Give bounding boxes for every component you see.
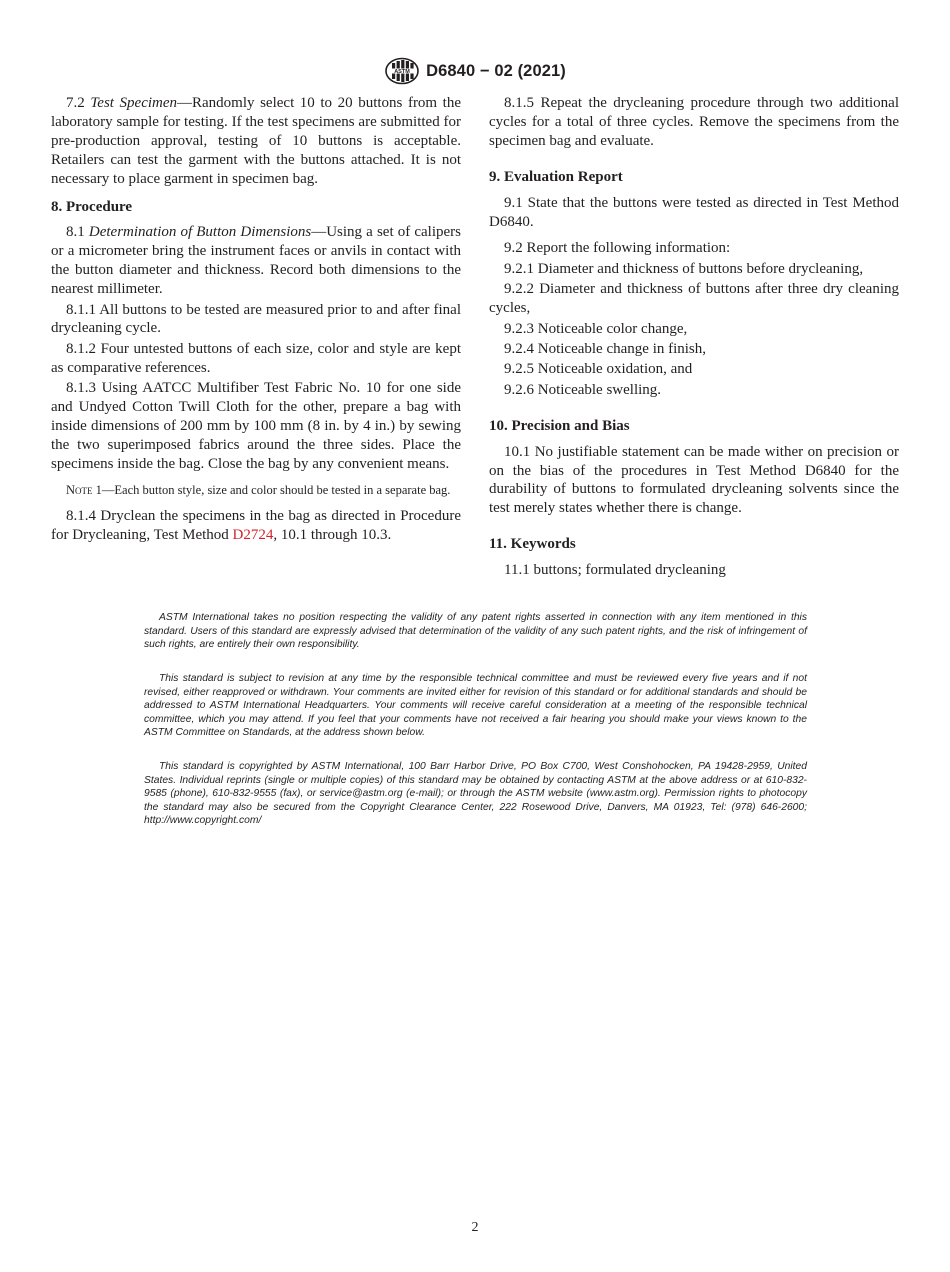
paragraph-8-1-2: 8.1.2 Four untested buttons of each size, color and style are kept as comparative references. <box>51 340 461 376</box>
paragraph-8-1-4: 8.1.4 Dryclean the specimens in the bag as directed in Procedure for Drycleaning, Test Method D2724, 10.1 through 10.3. <box>51 507 461 543</box>
paragraph-11-1: 11.1 buttons; formulated drycleaning <box>504 562 726 579</box>
left-column <box>51 94 461 545</box>
section-title: Determination of Button Dimensions <box>88 224 312 241</box>
paragraph-9-2-5: 9.2.5 Noticeable oxidation, and <box>504 361 693 378</box>
paragraph-7-2: 7.2 Test Specimen—Randomly select 10 to 20 buttons from the laboratory sample for testing. If the test specimens are submitted for pre-production approval, testing of 10 buttons is acceptable. Retailers can test the garment with the buttons attached. It is not necessary to place garment in specimen bag. <box>51 95 462 187</box>
right-column <box>489 94 899 580</box>
astm-logo-icon <box>384 57 420 85</box>
paragraph-9-2-2: 9.2.2 Diameter and thickness of buttons after three dry cleaning cycles, <box>489 281 899 317</box>
section-title: Test Specimen <box>90 95 178 111</box>
page-header <box>0 56 950 86</box>
paragraph-9-2: 9.2 Report the following information: <box>504 240 731 257</box>
section-heading-keywords: 11. Keywords <box>489 536 576 553</box>
section-heading-evaluation-report: 9. Evaluation Report <box>489 168 623 185</box>
paragraph-9-1: 9.1 State that the buttons were tested as directed in Test Method D6840. <box>489 194 899 230</box>
paragraph-8-1-3: 8.1.3 Using AATCC Multifiber Test Fabric No. 10 for one side and Undyed Cotton Twill Cloth for the other, prepare a bag with inside dimensions of 200 mm by 100 mm (8 in. by 4 in.) by sewing the two superimposed fabrics around the three sides. Place the specimens inside the bag. Close the bag by any convenient means. <box>51 380 461 472</box>
section-heading-precision-bias: 10. Precision and Bias <box>489 417 630 434</box>
paragraph-8-1: 8.1 Determination of Button Dimensions—Using a set of calipers or a micrometer bring the instrument faces or anvils in contact with the button diameter and thickness. Record both dimensions to the nearest millimeter. <box>51 224 461 298</box>
paragraph-8-1-5: 8.1.5 Repeat the drycleaning procedure through two additional cycles for a total of three cycles. Remove the specimens from the specimen bag and evaluate. <box>489 95 899 149</box>
section-heading-procedure: 8. Procedure <box>51 198 133 215</box>
standard-designation: D6840 − 02 (2021) <box>426 61 566 80</box>
paragraph-8-1-1: 8.1.1 All buttons to be tested are measured prior to and after final drycleaning cycle. <box>51 301 461 337</box>
paragraph-9-2-1: 9.2.1 Diameter and thickness of buttons before drycleaning, <box>504 260 864 277</box>
footnote-patent: ASTM International takes no position respecting the validity of any patent rights asserted in connection with any item mentioned in this standard. Users of this standard are expressly advised that determination of the validity of any such patent rights, and the risk of infringement of such rights, are entirely their own responsibility. <box>144 612 807 651</box>
d2724-link[interactable]: D2724 <box>232 526 274 543</box>
paragraph-10-1: 10.1 No justifiable statement can be made wither on precision or on the bias of the procedures in Test Method D6840 for the durability of buttons to formulated drycleaning solvents since the test merely states whether there is change. <box>489 443 899 517</box>
paragraph-9-2-4: 9.2.4 Noticeable change in finish, <box>504 340 707 357</box>
svg-text:ASTM: ASTM <box>394 69 410 75</box>
note-1: Note 1—Each button style, size and color should be tested in a separate bag. <box>66 482 451 497</box>
page-number: 2 <box>471 1220 479 1235</box>
footnote-revision: This standard is subject to revision at any time by the responsible technical committee and must be reviewed every five years and if not revised, either reapproved or withdrawn. Your comments are invited either for revision of this standard or for additional standards and should be addressed to ASTM International Headquarters. Your comments will receive careful consideration at a meeting of the responsible technical committee, which you may attend. If you feel that your comments have not received a fair hearing you should make your views known to the ASTM Committee on Standards, at the address shown below. <box>144 673 807 739</box>
paragraph-9-2-6: 9.2.6 Noticeable swelling. <box>504 381 662 398</box>
paragraph-9-2-3: 9.2.3 Noticeable color change, <box>504 320 688 337</box>
note-label: Note 1 <box>66 482 102 497</box>
footnote-copyright: This standard is copyrighted by ASTM International, 100 Barr Harbor Drive, PO Box C700, West Conshohocken, PA 19428-2959, United States. Individual reprints (single or multiple copies) of this standard may be obtained by contacting ASTM at the above address or at 610-832-9585 (phone), 610-832-9555 (fax), or service@astm.org (e-mail); or through the ASTM website (www.astm.org). Permission rights to photocopy the standard may also be secured from the Copyright Clearance Center, 222 Rosewood Drive, Danvers, MA 01923, Tel: (978) 646-2600; http://www.copyright.com/ <box>144 761 807 827</box>
